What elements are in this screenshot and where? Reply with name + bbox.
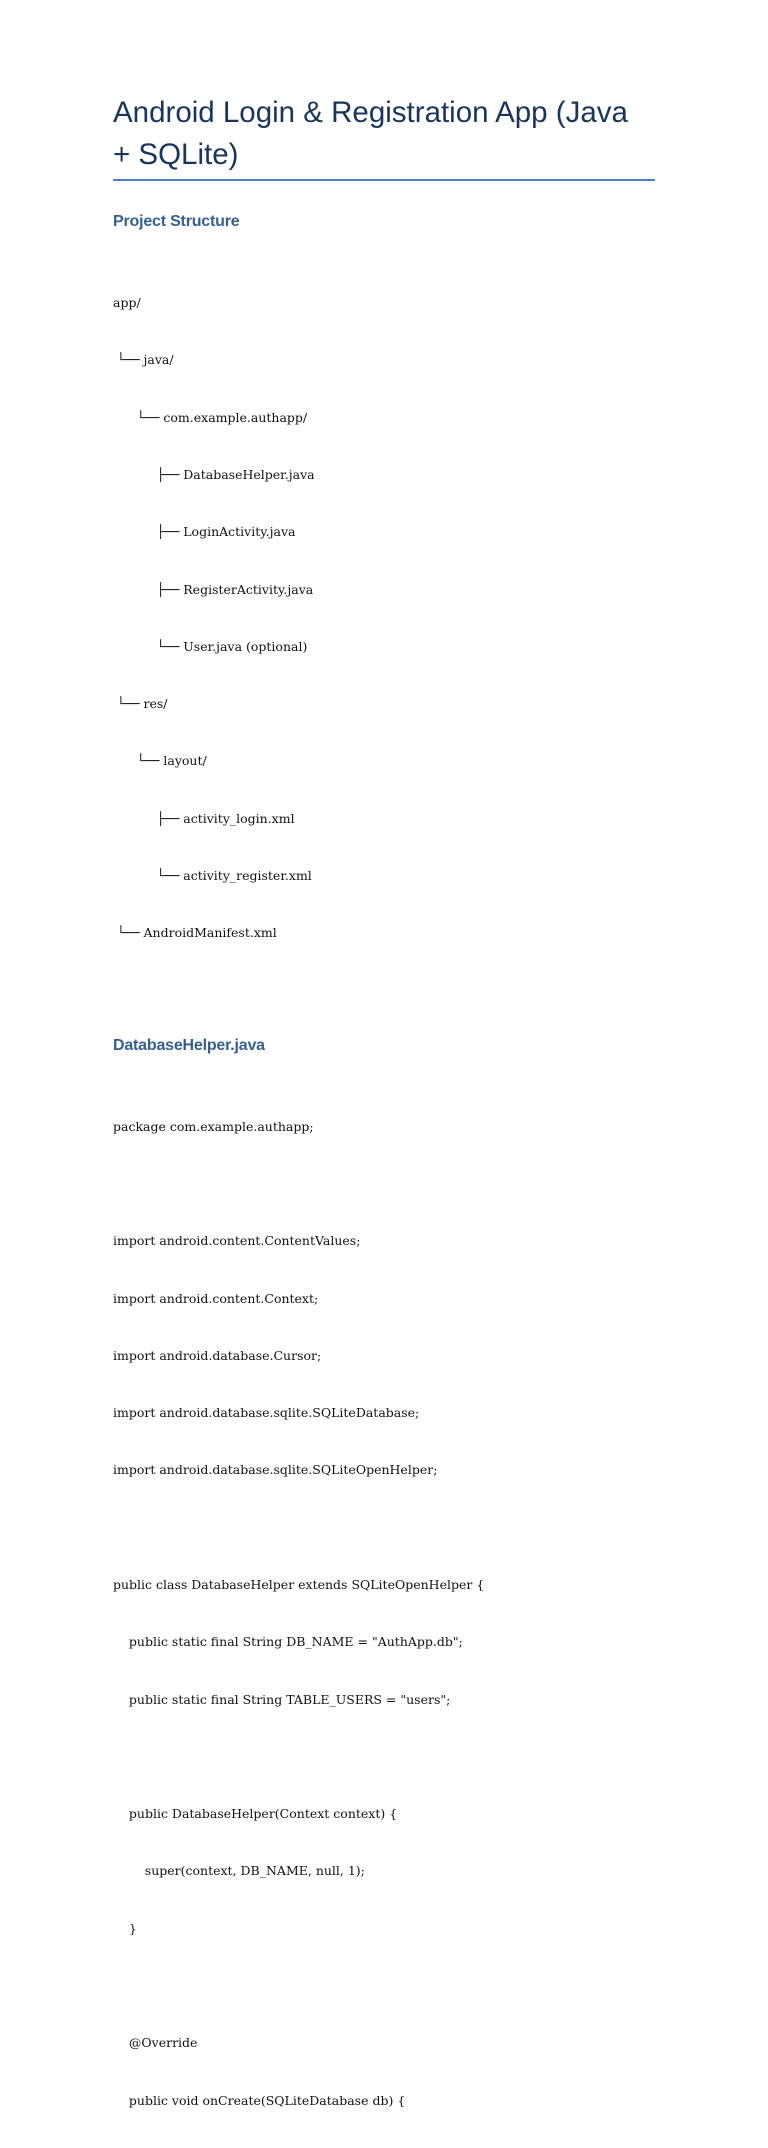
tree-line: └── com.example.authapp/ — [113, 409, 308, 425]
code-line — [113, 1976, 655, 1995]
code-line — [113, 1518, 655, 1537]
code-line: super(context, DB_NAME, null, 1); — [113, 1863, 365, 1879]
code-line — [113, 1174, 655, 1193]
code-line: import android.content.ContentValues; — [113, 1233, 361, 1249]
code-line: } — [113, 1920, 137, 1936]
tree-line: app/ — [113, 295, 141, 311]
database-helper-code — [113, 1079, 655, 2148]
tree-line: └── activity_register.xml — [113, 868, 312, 883]
code-line: import android.database.Cursor; — [113, 1347, 322, 1363]
tree-line: ├── RegisterActivity.java — [113, 581, 314, 597]
code-line: package com.example.authapp; — [113, 1118, 314, 1134]
code-line: import android.database.sqlite.SQLiteOpenHelper; — [113, 1462, 438, 1478]
code-line: import android.database.sqlite.SQLiteDatabase; — [113, 1405, 420, 1421]
code-line: public class DatabaseHelper extends SQLiteOpenHelper { — [113, 1577, 485, 1592]
tree-line: └── User.java (optional) — [113, 638, 308, 654]
project-structure-tree — [113, 255, 655, 981]
title-line-1: Android Login & Registration App (Java — [113, 96, 628, 129]
code-line — [113, 1747, 655, 1766]
tree-line: └── java/ — [113, 352, 174, 368]
code-line: public DatabaseHelper(Context context) { — [113, 1806, 398, 1822]
tree-line: ├── DatabaseHelper.java — [113, 467, 315, 483]
code-line: import android.content.Context; — [113, 1290, 319, 1306]
tree-line: └── layout/ — [113, 753, 207, 769]
tree-line: └── AndroidManifest.xml — [113, 925, 277, 941]
code-line: public static final String DB_NAME = "AuthApp.db"; — [113, 1634, 463, 1650]
title-line-2: + SQLite) — [113, 138, 239, 171]
code-line: public void onCreate(SQLiteDatabase db) { — [113, 2092, 406, 2108]
document-title — [113, 92, 655, 176]
title-divider — [113, 179, 655, 181]
tree-line: ├── activity_login.xml — [113, 810, 295, 826]
code-line: public static final String TABLE_USERS = "users"; — [113, 1691, 451, 1707]
tree-line: ├── LoginActivity.java — [113, 524, 296, 540]
tree-line: └── res/ — [113, 696, 168, 712]
document-page — [113, 92, 655, 2148]
database-helper-heading: DatabaseHelper.java — [113, 1036, 265, 1054]
project-structure-heading: Project Structure — [113, 213, 240, 230]
code-line: @Override — [113, 2035, 198, 2051]
